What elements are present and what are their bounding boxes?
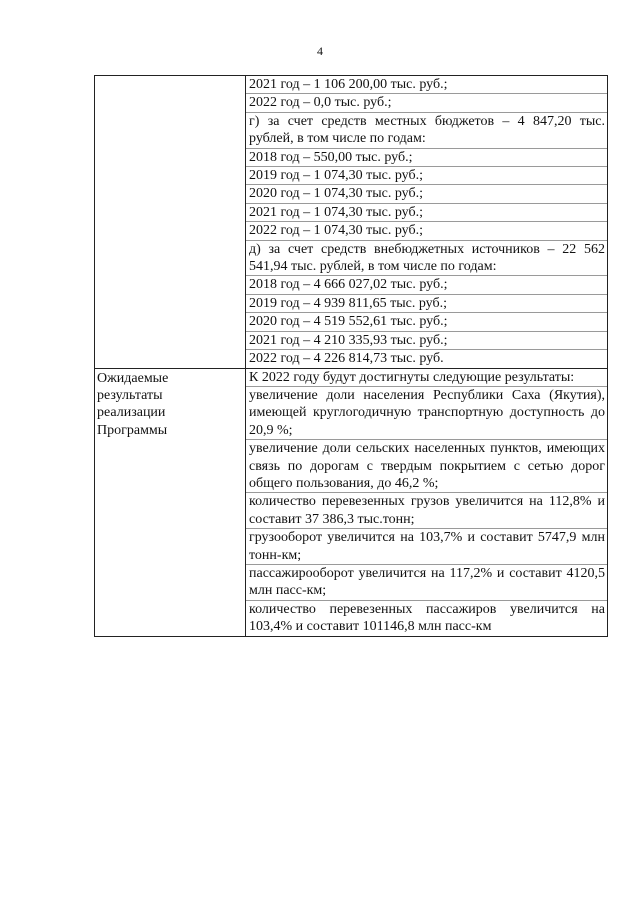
result-item: увеличение доли населения Республики Саха (Якутия), имеющей круглогодичную транспортную доступность до 20,9 %; <box>246 387 607 440</box>
label-line: реализации <box>97 405 166 421</box>
expected-results-cell <box>246 368 608 636</box>
result-item: увеличение доли сельских населенных пунктов, имеющих связь по дорогам с твердым покрытием с сетью дорог общего пользования, до 46,2 %; <box>246 440 607 493</box>
result-item: грузооборот увеличится на 103,7% и составит 5747,9 млн тонн-км; <box>246 529 607 565</box>
local-budget-year-line: 2019 год – 1 074,30 тыс. руб.; <box>246 167 607 185</box>
page-number: 4 <box>317 44 323 58</box>
extrabudget-year-line: 2018 год – 4 666 027,02 тыс. руб.; <box>246 276 607 294</box>
extrabudget-year-line: 2022 год – 4 226 814,73 тыс. руб. <box>249 351 444 367</box>
extrabudget-paragraph: д) за счет средств внебюджетных источников – 22 562 541,94 тыс. рублей, в том числе по годам: <box>246 241 607 277</box>
extrabudget-year-line: 2020 год – 4 519 552,61 тыс. руб.; <box>246 313 607 331</box>
result-item: пассажирооборот увеличится на 117,2% и составит 4120,5 млн пасс-км; <box>246 565 607 601</box>
expected-results-label <box>95 369 245 441</box>
extrabudget-year-line: 2019 год – 4 939 811,65 тыс. руб.; <box>246 295 607 313</box>
label-line: результаты <box>97 387 163 403</box>
results-intro: К 2022 году будут достигнуты следующие результаты: <box>246 369 607 387</box>
local-budget-year-line: 2018 год – 550,00 тыс. руб.; <box>246 149 607 167</box>
financing-line: 2021 год – 1 106 200,00 тыс. руб.; <box>246 76 607 94</box>
extrabudget-year-line: 2021 год – 4 210 335,93 тыс. руб.; <box>246 332 607 350</box>
local-budget-year-line: 2020 год – 1 074,30 тыс. руб.; <box>246 185 607 203</box>
expected-results-label-cell <box>95 368 246 636</box>
local-budget-year-line: 2022 год – 1 074,30 тыс. руб.; <box>246 222 607 240</box>
financing-line: 2022 год – 0,0 тыс. руб.; <box>246 94 607 112</box>
financing-details-cell <box>246 76 608 369</box>
label-line: Ожидаемые <box>97 370 169 386</box>
result-item: количество перевезенных пассажиров увеличится на 103,4% и составит 101146,8 млн пасс-км <box>249 601 605 635</box>
label-line: Программы <box>97 422 168 438</box>
program-passport-table <box>94 75 608 637</box>
result-item: количество перевезенных грузов увеличится на 112,8% и составит 37 386,3 тыс.тонн; <box>246 493 607 529</box>
table-row-financing <box>95 76 608 369</box>
local-budget-year-line: 2021 год – 1 074,30 тыс. руб.; <box>246 204 607 222</box>
local-budget-paragraph: г) за счет средств местных бюджетов – 4 847,20 тыс. рублей, в том числе по годам: <box>246 113 607 149</box>
table-row-expected-results <box>95 368 608 636</box>
row-label-cell-empty <box>95 76 246 369</box>
